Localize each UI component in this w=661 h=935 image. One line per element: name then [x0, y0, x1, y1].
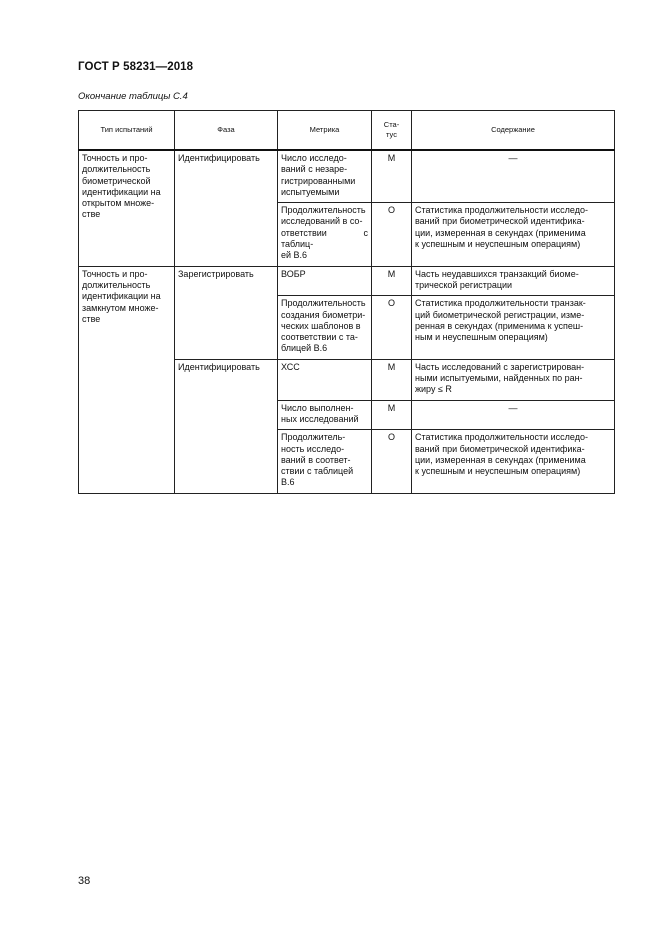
test-type-cell: Точность и про- должительность биометрической идентификации на открытом множе- стве [79, 150, 175, 266]
metric-cell: Продолжитель- ность исследо- ваний в соответ- ствии с таблицей В.6 [278, 430, 372, 493]
metric-cell: ХСС [278, 359, 372, 400]
metric-cell: Число исследо- ваний с незаре- гистрированными испытуемыми [278, 150, 372, 203]
status-cell: О [372, 296, 412, 359]
column-header-test-type: Тип испытаний [79, 111, 175, 151]
content-cell: — [412, 400, 615, 430]
phase-cell: Идентифицировать [175, 359, 278, 493]
table-caption: Окончание таблицы С.4 [78, 91, 188, 102]
content-cell: Статистика продолжительности транзак- ций биометрической регистрации, изме- ренная в секундах (применима к успеш- ным и неуспешным операциям) [412, 296, 615, 359]
status-cell: М [372, 150, 412, 203]
phase-cell: Идентифицировать [175, 150, 278, 266]
column-header-metric: Метрика [278, 111, 372, 151]
document-header: ГОСТ Р 58231—2018 [78, 61, 194, 73]
metric-cell: Продолжительность исследований в со- ответствии с таблиц- ей В.6 [278, 203, 372, 266]
status-cell: О [372, 430, 412, 493]
table-header-row [79, 111, 615, 151]
column-header-phase: Фаза [175, 111, 278, 151]
status-cell: М [372, 359, 412, 400]
status-cell: О [372, 203, 412, 266]
content-cell: Статистика продолжительности исследо- ваний при биометрической идентифика- ции, измеренная в секундах (применима к успешным и неуспешным операциям) [412, 203, 615, 266]
status-cell: М [372, 400, 412, 430]
metric-cell: ВОБР [278, 266, 372, 296]
content-cell: — [412, 150, 615, 203]
content-cell: Статистика продолжительности исследо- ваний при биометрической идентифика- ции, измеренная в секундах (применима к успешным и неуспешным операциям) [412, 430, 615, 493]
test-type-cell: Точность и про- должительность идентификации на замкнутом множе- стве [79, 266, 175, 493]
column-header-content: Содержание [412, 111, 615, 151]
table-row [79, 150, 615, 203]
phase-cell: Зарегистрировать [175, 266, 278, 359]
data-table [78, 110, 615, 494]
column-header-status: Ста- тус [372, 111, 412, 151]
content-cell: Часть неудавшихся транзакций биоме- трической регистрации [412, 266, 615, 296]
metric-cell: Число выполнен- ных исследований [278, 400, 372, 430]
table-row [79, 266, 615, 296]
status-cell: М [372, 266, 412, 296]
page-number: 38 [78, 875, 91, 887]
metric-cell: Продолжительность создания биометри- ческих шаблонов в соответствии с та- блицей В.6 [278, 296, 372, 359]
content-cell: Часть исследований с зарегистрирован- ными испытуемыми, найденных по ран- жиру ≤ R [412, 359, 615, 400]
